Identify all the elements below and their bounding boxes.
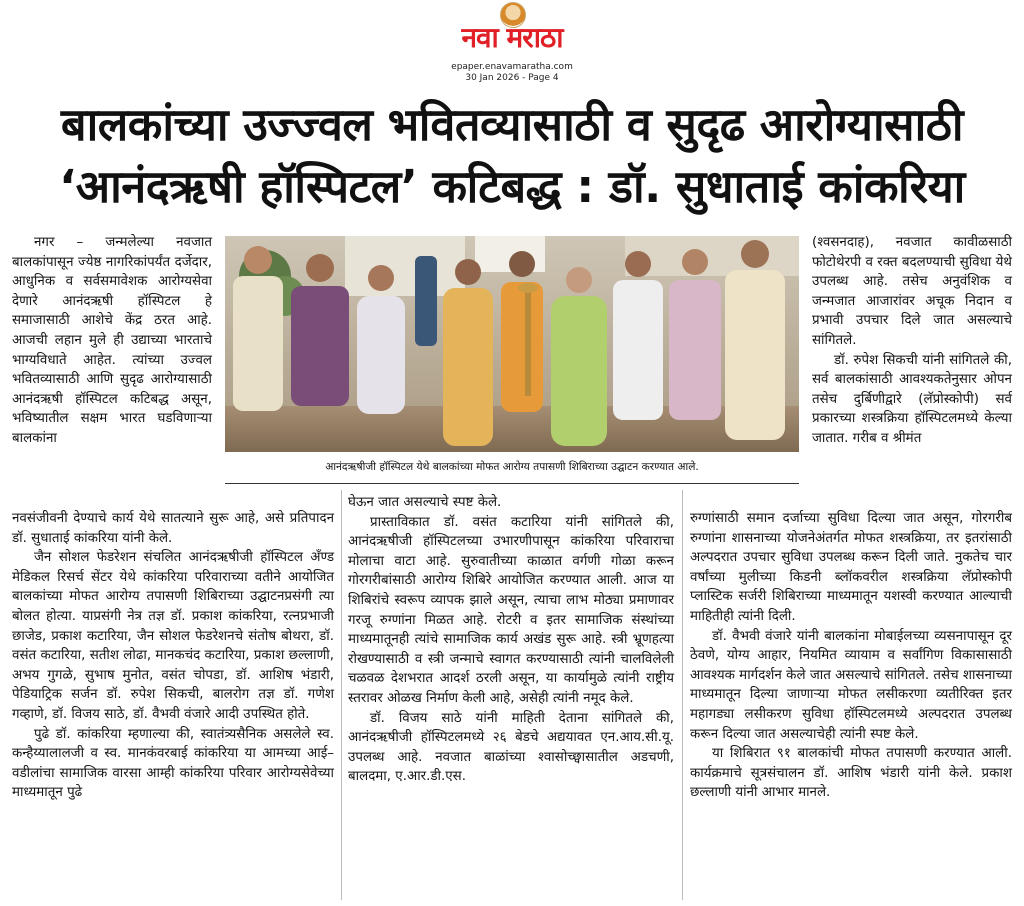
paragraph: या शिबिरात ९१ बालकांची मोफत तपासणी करण्यात आली. कार्यक्रमाचे सूत्रसंचालन डॉ. आशिष भंडारी यांनी केले. प्रकाश छल्लाणी यांनी आभार मानले. <box>690 746 1012 801</box>
logo-text: नवा मराठा <box>461 21 563 54</box>
paragraph: डॉ. रुपेश सिकची यांनी सांगितले की, सर्व बालकांसाठी आवश्यकतेनुसार ओपन तसेच दुर्बिणीद्वारे (लॅप्रोस्कोपी) सर्व प्रकारच्या शस्त्रक्रिया हॉस्पिटलमध्ये केल्या जातात. गरीब व श्रीमंत <box>812 352 1012 446</box>
newspaper-logo <box>440 2 584 62</box>
event-photo <box>225 236 799 452</box>
column-2 <box>348 493 674 787</box>
column-3-bottom <box>690 509 1012 803</box>
paragraph: जैन सोशल फेडरेशन संचलित आनंदऋषीजी हॉस्पिटल अँण्ड मेडिकल रिसर्च सेंटर येथे कांकरिया परिवाराच्या वतीने आयोजित बालकांच्या मोफत आरोग्य तपासणी शिबिराच्या उद्घाटनप्रसंगी त्या बोलत होत्या. याप्रसंगी नेत्र तज्ञ डॉ. प्रकाश कांकरिया, रत्नप्रभाजी छाजेड, प्रकाश कटारिया, जैन सोशल फेडरेशनचे संतोष बोथरा, डॉ. वसंत कटारिया, सतीश लोढा, मानकचंद कटारिया, प्रकाश छल्लाणी, अभय गुगळे, सुभाष मुनोत, वसंत चोपडा, डॉ. आशिष भंडारी, पेडियाट्रिक सर्जन डॉ. रुपेश सिकची, बालरोग तज्ञ डॉ. गणेश गव्हाणे, डॉ. विजय साठे, डॉ. वैभवी वंजारे आदी उपस्थित होते. <box>12 550 334 722</box>
column-3-top <box>812 233 1012 449</box>
paragraph: डॉ. विजय साठे यांनी माहिती देताना सांगितले की, आनंदऋषीजी हॉस्पिटलमध्ये २६ बेडचे अद्ययावत एन.आय.सी.यू. उपलब्ध आहे. नवजात बाळांच्या श्वासोच्छ्वासातील अडचणी, बालदमा, ए.आर.डी.एस. <box>348 710 674 785</box>
paragraph: प्रास्ताविकात डॉ. वसंत कटारिया यांनी सांगितले की, आनंदऋषीजी हॉस्पिटलच्या उभारणीपासून कांकरिया परिवाराचा मोलाचा वाटा आहे. सुरुवातीच्या काळात वर्गणी गोळा करून गोरगरीबांसाठी आरोग्य शिबिरे आयोजित करण्यात आली. आज या शिबिरांचे स्वरूप व्यापक झाले असून, त्याचा लाभ मोठ्या प्रमाणावर गरजू रुग्णांना मिळत आहे. रोटरी व इतर सामाजिक संस्थांच्या माध्यमातूनही त्यांचे सामाजिक कार्य अखंड सुरू आहे. स्त्री भ्रूणहत्या रोखण्यासाठी व स्त्री जन्माचे स्वागत करण्यासाठी त्यांनी चालविलेली चळवळ देशभरात आदर्श ठरली असून, या कार्यामुळे त्यांनी राष्ट्रीय स्तरावर ओळख निर्माण केली आहे, असेही त्यांनी नमूद केले. <box>348 514 674 706</box>
caption-divider <box>225 483 799 484</box>
epaper-url[interactable]: epaper.enavamaratha.com <box>451 62 573 72</box>
paragraph: घेऊन जात असल्याचे स्पष्ट केले. <box>348 495 502 510</box>
lamp-lighting-photo <box>225 236 799 452</box>
headline-line-2: ‘आनंदऋषी हॉस्पिटल’ कटिबद्ध : डॉ. सुधाताई कांकरिया <box>59 160 965 213</box>
column-1-top <box>12 233 212 449</box>
masthead <box>0 0 1024 92</box>
column-1-bottom <box>12 509 334 803</box>
photo-caption: आनंदऋषीजी हॉस्पिटल येथे बालकांच्या मोफत आरोग्य तपासणी शिबिराच्या उद्घाटन करण्यात आले. <box>325 461 699 473</box>
column-gutter <box>341 490 342 900</box>
headline-line-1: बालकांच्या उज्ज्वल भवितव्यासाठी व सुदृढ आरोग्यासाठी <box>60 98 964 151</box>
paragraph: डॉ. वैभवी वंजारे यांनी बालकांना मोबाईलच्या व्यसनापासून दूर ठेवणे, योग्य आहार, नियमित व्यायाम व सर्वांगिण विकासासाठी आवश्यक मार्गदर्शन केले जात असल्याचे सांगितले. तसेच शासनाच्या माध्यमातून दिल्या जाणाऱ्या मोफत लसीकरणा व्यतीरिक्त इतर महागड्या लसीकरण सुविधा हॉस्पिटलमध्ये अल्पदरात उपलब्ध करून दिल्या जात असल्याचेही त्यांनी स्पष्ट केले. <box>690 628 1012 742</box>
headline <box>0 94 1024 218</box>
paragraph: (श्वसनदाह), नवजात कावीळसाठी फोटोथेरपी व रक्त बदलण्याची सुविधा येथे उपलब्ध आहे. तसेच अनुवंशिक व जन्मजात आजारांवर अचूक निदान व प्रभावी उपचार दिले जात असल्याचे सांगितले. <box>812 235 1012 348</box>
paragraph: रुग्णांसाठी समान दर्जाच्या सुविधा दिल्या जात असून, गोरगरीब रुग्णांना शासनाच्या योजनेअंतर्गत मोफत शस्त्रक्रिया, तर इतरांसाठी अल्पदरात उपचार सुविधा उपलब्ध करून दिली जाते. नुकतेच चार वर्षांच्या मुलीच्या किडनी ब्लॉकवरील शस्त्रक्रिया लॅप्रोस्कोपी प्लास्टिक सर्जरी शिबिराच्या माध्यमातून यशस्वी करण्यात आल्याची माहितीही त्यांनी दिली. <box>690 511 1012 624</box>
paragraph: नवसंजीवनी देण्याचे कार्य येथे सातत्याने सुरू आहे, असे प्रतिपादन डॉ. सुधाताई कांकरिया यांनी केले. <box>12 511 334 546</box>
edition-date-page: 30 Jan 2026 - Page 4 <box>465 73 559 83</box>
paragraph: नगर – जन्मलेल्या नवजात बालकांपासून ज्येष्ठ नागरिकांपर्यंत दर्जेदार, आधुनिक व सर्वसमावेशक आरोग्यसेवा देणारे आनंदऋषी हॉस्पिटल हे समाजासाठी आशेचे केंद्र ठरत आहे. आजची लहान मुले ही उद्याच्या भारताचे भाग्यविधाते आहेत. त्यांच्या उज्वल भवितव्यासाठी आणि सुदृढ आरोग्यासाठी आनंदऋषी हॉस्पिटल कटिबद्ध असून, भविष्यातील सक्षम भारत घडविणाऱ्या बालकांना <box>12 235 212 446</box>
paragraph: पुढे डॉ. कांकरिया म्हणाल्या की, स्वातंत्र्यसैनिक असलेले स्व. कन्हैय्यालालजी व स्व. मानकंवरबाई कांकरिया या आमच्या आई–वडीलांचा सामाजिक वारसा आम्ही कांकरिया परिवार आरोग्यसेवेच्या माध्यमातून पुढे <box>12 726 334 801</box>
column-gutter <box>682 490 683 900</box>
